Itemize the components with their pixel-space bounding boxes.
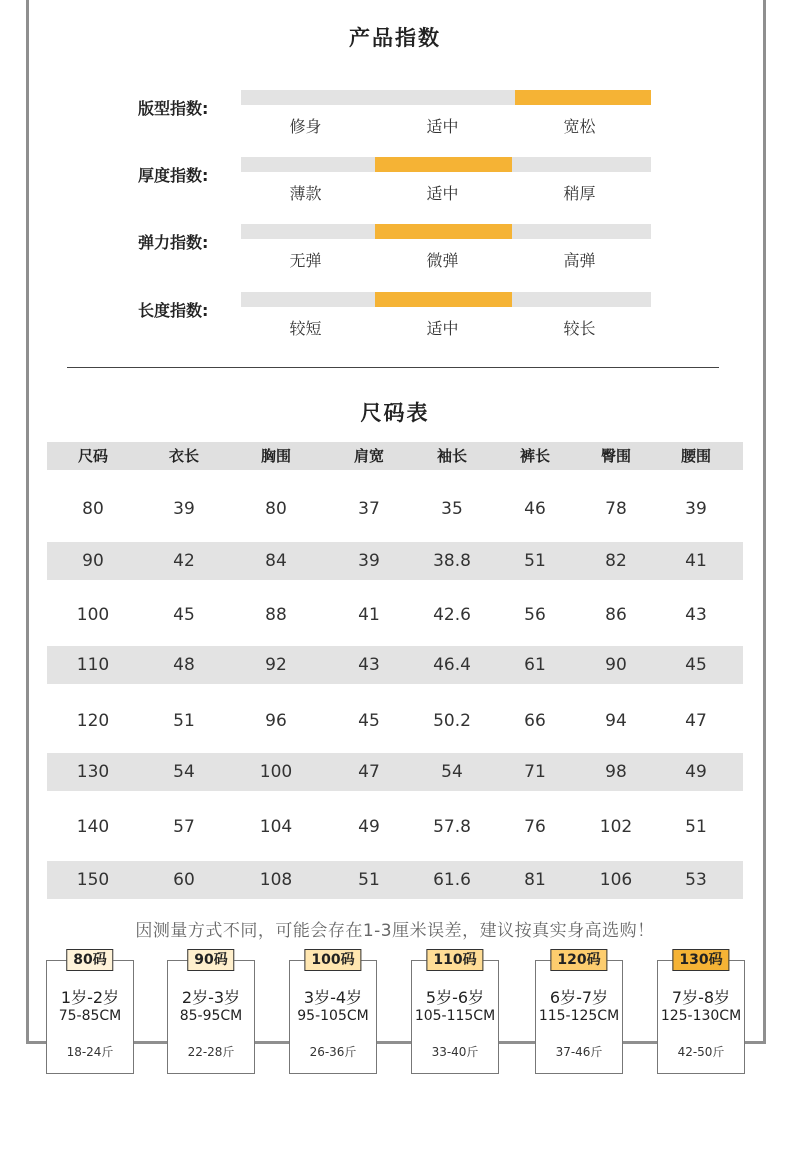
table-cell: 47 [358, 762, 380, 782]
weight-range: 33-40斤 [431, 1045, 479, 1059]
index-fill-indicator [515, 90, 651, 105]
size-badge: 130码 [672, 949, 729, 971]
index-option: 较长 [563, 319, 596, 338]
table-cell: 130 [76, 762, 110, 782]
table-row [47, 490, 743, 528]
table-cell: 43 [685, 605, 707, 625]
size-card [535, 952, 623, 1074]
height-range: 115-125CM [538, 1008, 620, 1024]
size-badge: 120码 [550, 949, 607, 971]
age-range: 7岁-8岁 [671, 988, 731, 1007]
table-header-cell: 袖长 [436, 447, 467, 465]
table-row [47, 702, 743, 740]
table-cell: 46 [524, 499, 546, 519]
index-track [241, 292, 651, 307]
table-cell: 108 [259, 870, 293, 890]
product-index-title: 产品指数 [349, 26, 441, 50]
table-row [47, 753, 743, 791]
table-cell: 41 [358, 605, 380, 625]
index-label: 长度指数: [138, 301, 209, 320]
index-option: 无弹 [289, 251, 322, 270]
size-card [657, 952, 745, 1074]
table-cell: 42 [173, 551, 195, 571]
size-table-title: 尺码表 [360, 401, 430, 425]
table-cell: 54 [441, 762, 463, 782]
table-cell: 56 [524, 605, 546, 625]
index-option: 适中 [426, 117, 459, 136]
table-cell: 54 [173, 762, 195, 782]
table-cell: 45 [685, 655, 707, 675]
size-badge: 80码 [66, 949, 113, 971]
weight-range: 37-46斤 [555, 1045, 603, 1059]
table-cell: 120 [76, 711, 110, 731]
size-badge: 110码 [426, 949, 483, 971]
table-cell: 46.4 [433, 655, 471, 675]
table-cell: 39 [173, 499, 195, 519]
index-row [0, 292, 790, 352]
table-row [47, 542, 743, 580]
age-range: 6岁-7岁 [549, 988, 609, 1007]
table-header-cell: 裤长 [519, 447, 550, 465]
table-cell: 66 [524, 711, 546, 731]
size-table-header [47, 442, 743, 470]
table-header-cell: 腰围 [680, 447, 711, 465]
table-cell: 80 [265, 499, 287, 519]
table-cell: 38.8 [433, 551, 471, 571]
table-cell: 100 [259, 762, 293, 782]
table-row [47, 646, 743, 684]
height-range: 125-130CM [660, 1008, 742, 1024]
size-card [289, 952, 377, 1074]
table-cell: 92 [265, 655, 287, 675]
weight-range: 22-28斤 [187, 1045, 235, 1059]
table-cell: 35 [441, 499, 463, 519]
table-cell: 51 [685, 817, 707, 837]
index-fill-indicator [375, 224, 512, 239]
index-option: 较短 [289, 319, 322, 338]
index-label: 弹力指数: [138, 233, 209, 252]
table-cell: 51 [524, 551, 546, 571]
size-badge: 90码 [187, 949, 234, 971]
table-row [47, 596, 743, 634]
table-cell: 82 [605, 551, 627, 571]
table-header-cell: 胸围 [260, 447, 291, 465]
index-option: 适中 [426, 184, 459, 203]
table-cell: 71 [524, 762, 546, 782]
height-range: 75-85CM [58, 1008, 122, 1024]
index-option: 适中 [426, 319, 459, 338]
table-row [47, 861, 743, 899]
height-range: 85-95CM [179, 1008, 243, 1024]
table-cell: 90 [82, 551, 104, 571]
table-cell: 76 [524, 817, 546, 837]
table-cell: 100 [76, 605, 110, 625]
table-cell: 61.6 [433, 870, 471, 890]
table-cell: 57 [173, 817, 195, 837]
table-cell: 78 [605, 499, 627, 519]
table-cell: 49 [358, 817, 380, 837]
table-cell: 49 [685, 762, 707, 782]
table-cell: 88 [265, 605, 287, 625]
table-header-cell: 肩宽 [353, 447, 384, 465]
table-cell: 61 [524, 655, 546, 675]
size-badge: 100码 [304, 949, 361, 971]
index-option: 宽松 [563, 117, 596, 136]
table-row [47, 808, 743, 846]
table-cell: 81 [524, 870, 546, 890]
height-range: 95-105CM [297, 1008, 369, 1024]
table-cell: 39 [685, 499, 707, 519]
age-range: 1岁-2岁 [60, 988, 120, 1007]
table-header-cell: 衣长 [168, 447, 199, 465]
table-cell: 48 [173, 655, 195, 675]
size-card [167, 952, 255, 1074]
index-row [0, 157, 790, 217]
index-track [241, 90, 651, 105]
age-range: 3岁-4岁 [303, 988, 363, 1007]
frame-bottom-border [26, 1041, 766, 1044]
index-option: 薄款 [289, 184, 322, 203]
table-cell: 47 [685, 711, 707, 731]
table-header-cell: 臀围 [600, 447, 631, 465]
weight-range: 42-50斤 [677, 1045, 725, 1059]
table-cell: 94 [605, 711, 627, 731]
table-cell: 80 [82, 499, 104, 519]
table-cell: 50.2 [433, 711, 471, 731]
weight-range: 18-24斤 [66, 1045, 114, 1059]
table-cell: 51 [358, 870, 380, 890]
size-card [411, 952, 499, 1074]
age-range: 2岁-3岁 [181, 988, 241, 1007]
size-card [46, 952, 134, 1074]
table-cell: 39 [358, 551, 380, 571]
table-cell: 43 [358, 655, 380, 675]
index-option: 稍厚 [563, 184, 596, 203]
index-track [241, 157, 651, 172]
table-cell: 140 [76, 817, 110, 837]
table-cell: 98 [605, 762, 627, 782]
weight-range: 26-36斤 [309, 1045, 357, 1059]
table-cell: 42.6 [433, 605, 471, 625]
table-header-cell: 尺码 [77, 447, 108, 465]
height-range: 105-115CM [414, 1008, 496, 1024]
measurement-note: 因测量方式不同，可能会存在1-3厘米误差，建议按真实身高选购！ [135, 921, 655, 941]
table-cell: 53 [685, 870, 707, 890]
index-row [0, 224, 790, 284]
table-cell: 150 [76, 870, 110, 890]
age-range: 5岁-6岁 [425, 988, 485, 1007]
index-track [241, 224, 651, 239]
table-cell: 51 [173, 711, 195, 731]
table-cell: 110 [76, 655, 110, 675]
index-row [0, 90, 790, 150]
table-cell: 104 [259, 817, 293, 837]
index-option: 高弹 [563, 251, 596, 270]
table-cell: 84 [265, 551, 287, 571]
section-divider [67, 367, 719, 368]
index-fill-indicator [375, 157, 512, 172]
index-option: 修身 [289, 117, 322, 136]
table-cell: 37 [358, 499, 380, 519]
index-fill-indicator [375, 292, 512, 307]
table-cell: 96 [265, 711, 287, 731]
table-cell: 106 [599, 870, 633, 890]
table-cell: 60 [173, 870, 195, 890]
table-cell: 57.8 [433, 817, 471, 837]
table-cell: 41 [685, 551, 707, 571]
table-cell: 86 [605, 605, 627, 625]
index-option: 微弹 [426, 251, 459, 270]
table-cell: 45 [173, 605, 195, 625]
index-label: 版型指数: [138, 99, 209, 118]
table-cell: 45 [358, 711, 380, 731]
index-label: 厚度指数: [138, 166, 209, 185]
table-cell: 90 [605, 655, 627, 675]
table-cell: 102 [599, 817, 633, 837]
